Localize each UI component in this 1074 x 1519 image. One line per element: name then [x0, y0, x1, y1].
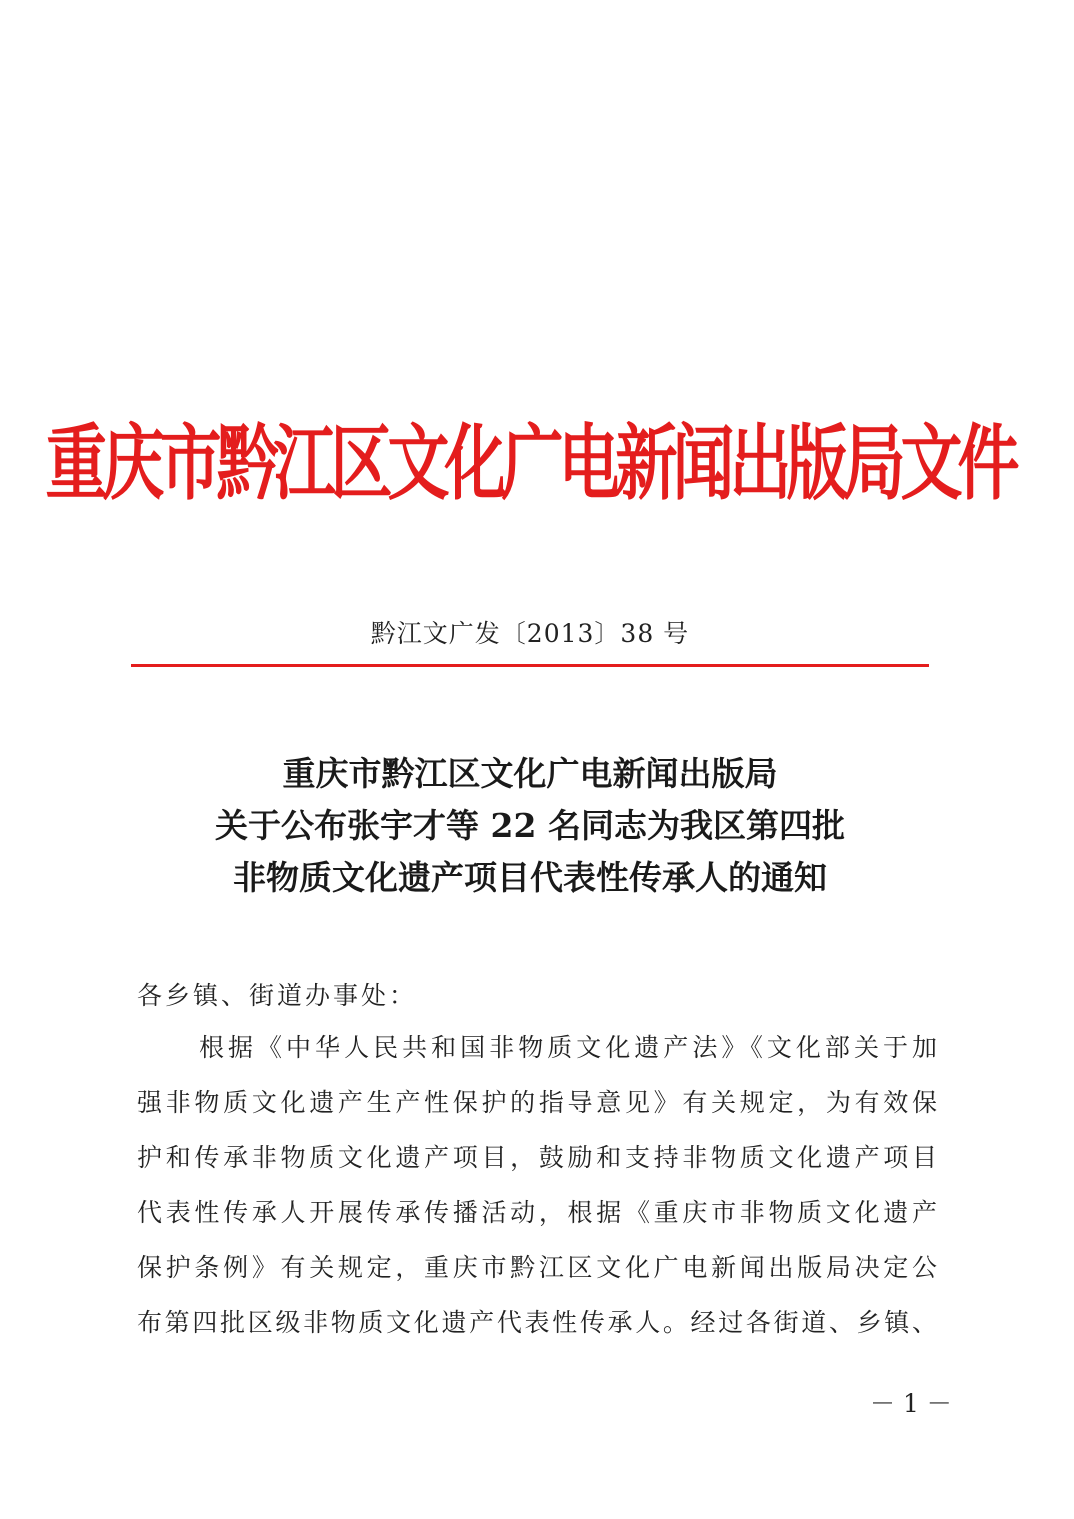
body-line-1: 根据《中华人民共和国非物质文化遗产法》《文化部关于加	[199, 1033, 937, 1062]
title-line-2: 关于公布张宇才等 22 名同志为我区第四批	[215, 806, 845, 845]
body-line-2: 强非物质文化遗产生产性保护的指导意见》有关规定，为有效保	[137, 1088, 937, 1117]
title-line-3: 非物质文化遗产项目代表性传承人的通知	[233, 858, 827, 897]
salutation: 各乡镇、街道办事处：	[137, 981, 418, 1010]
document-title	[130, 748, 930, 904]
body-line-3: 护和传承非物质文化遗产项目，鼓励和支持非物质文化遗产项目	[137, 1143, 937, 1172]
issuer-banner: 重庆市黔江区文化广电新闻出版局文件	[45, 414, 1015, 511]
page-number: － 1 －	[870, 1389, 952, 1418]
document-number: 黔江文广发〔2013〕38 号	[370, 619, 690, 648]
red-divider-rule	[131, 664, 929, 667]
title-line-1: 重庆市黔江区文化广电新闻出版局	[282, 754, 778, 793]
body-line-4: 代表性传承人开展传承传播活动，根据《重庆市非物质文化遗产	[137, 1198, 937, 1227]
body-line-6: 布第四批区级非物质文化遗产代表性传承人。经过各街道、乡镇、	[137, 1308, 937, 1337]
body-line-5: 保护条例》有关规定，重庆市黔江区文化广电新闻出版局决定公	[137, 1253, 937, 1282]
